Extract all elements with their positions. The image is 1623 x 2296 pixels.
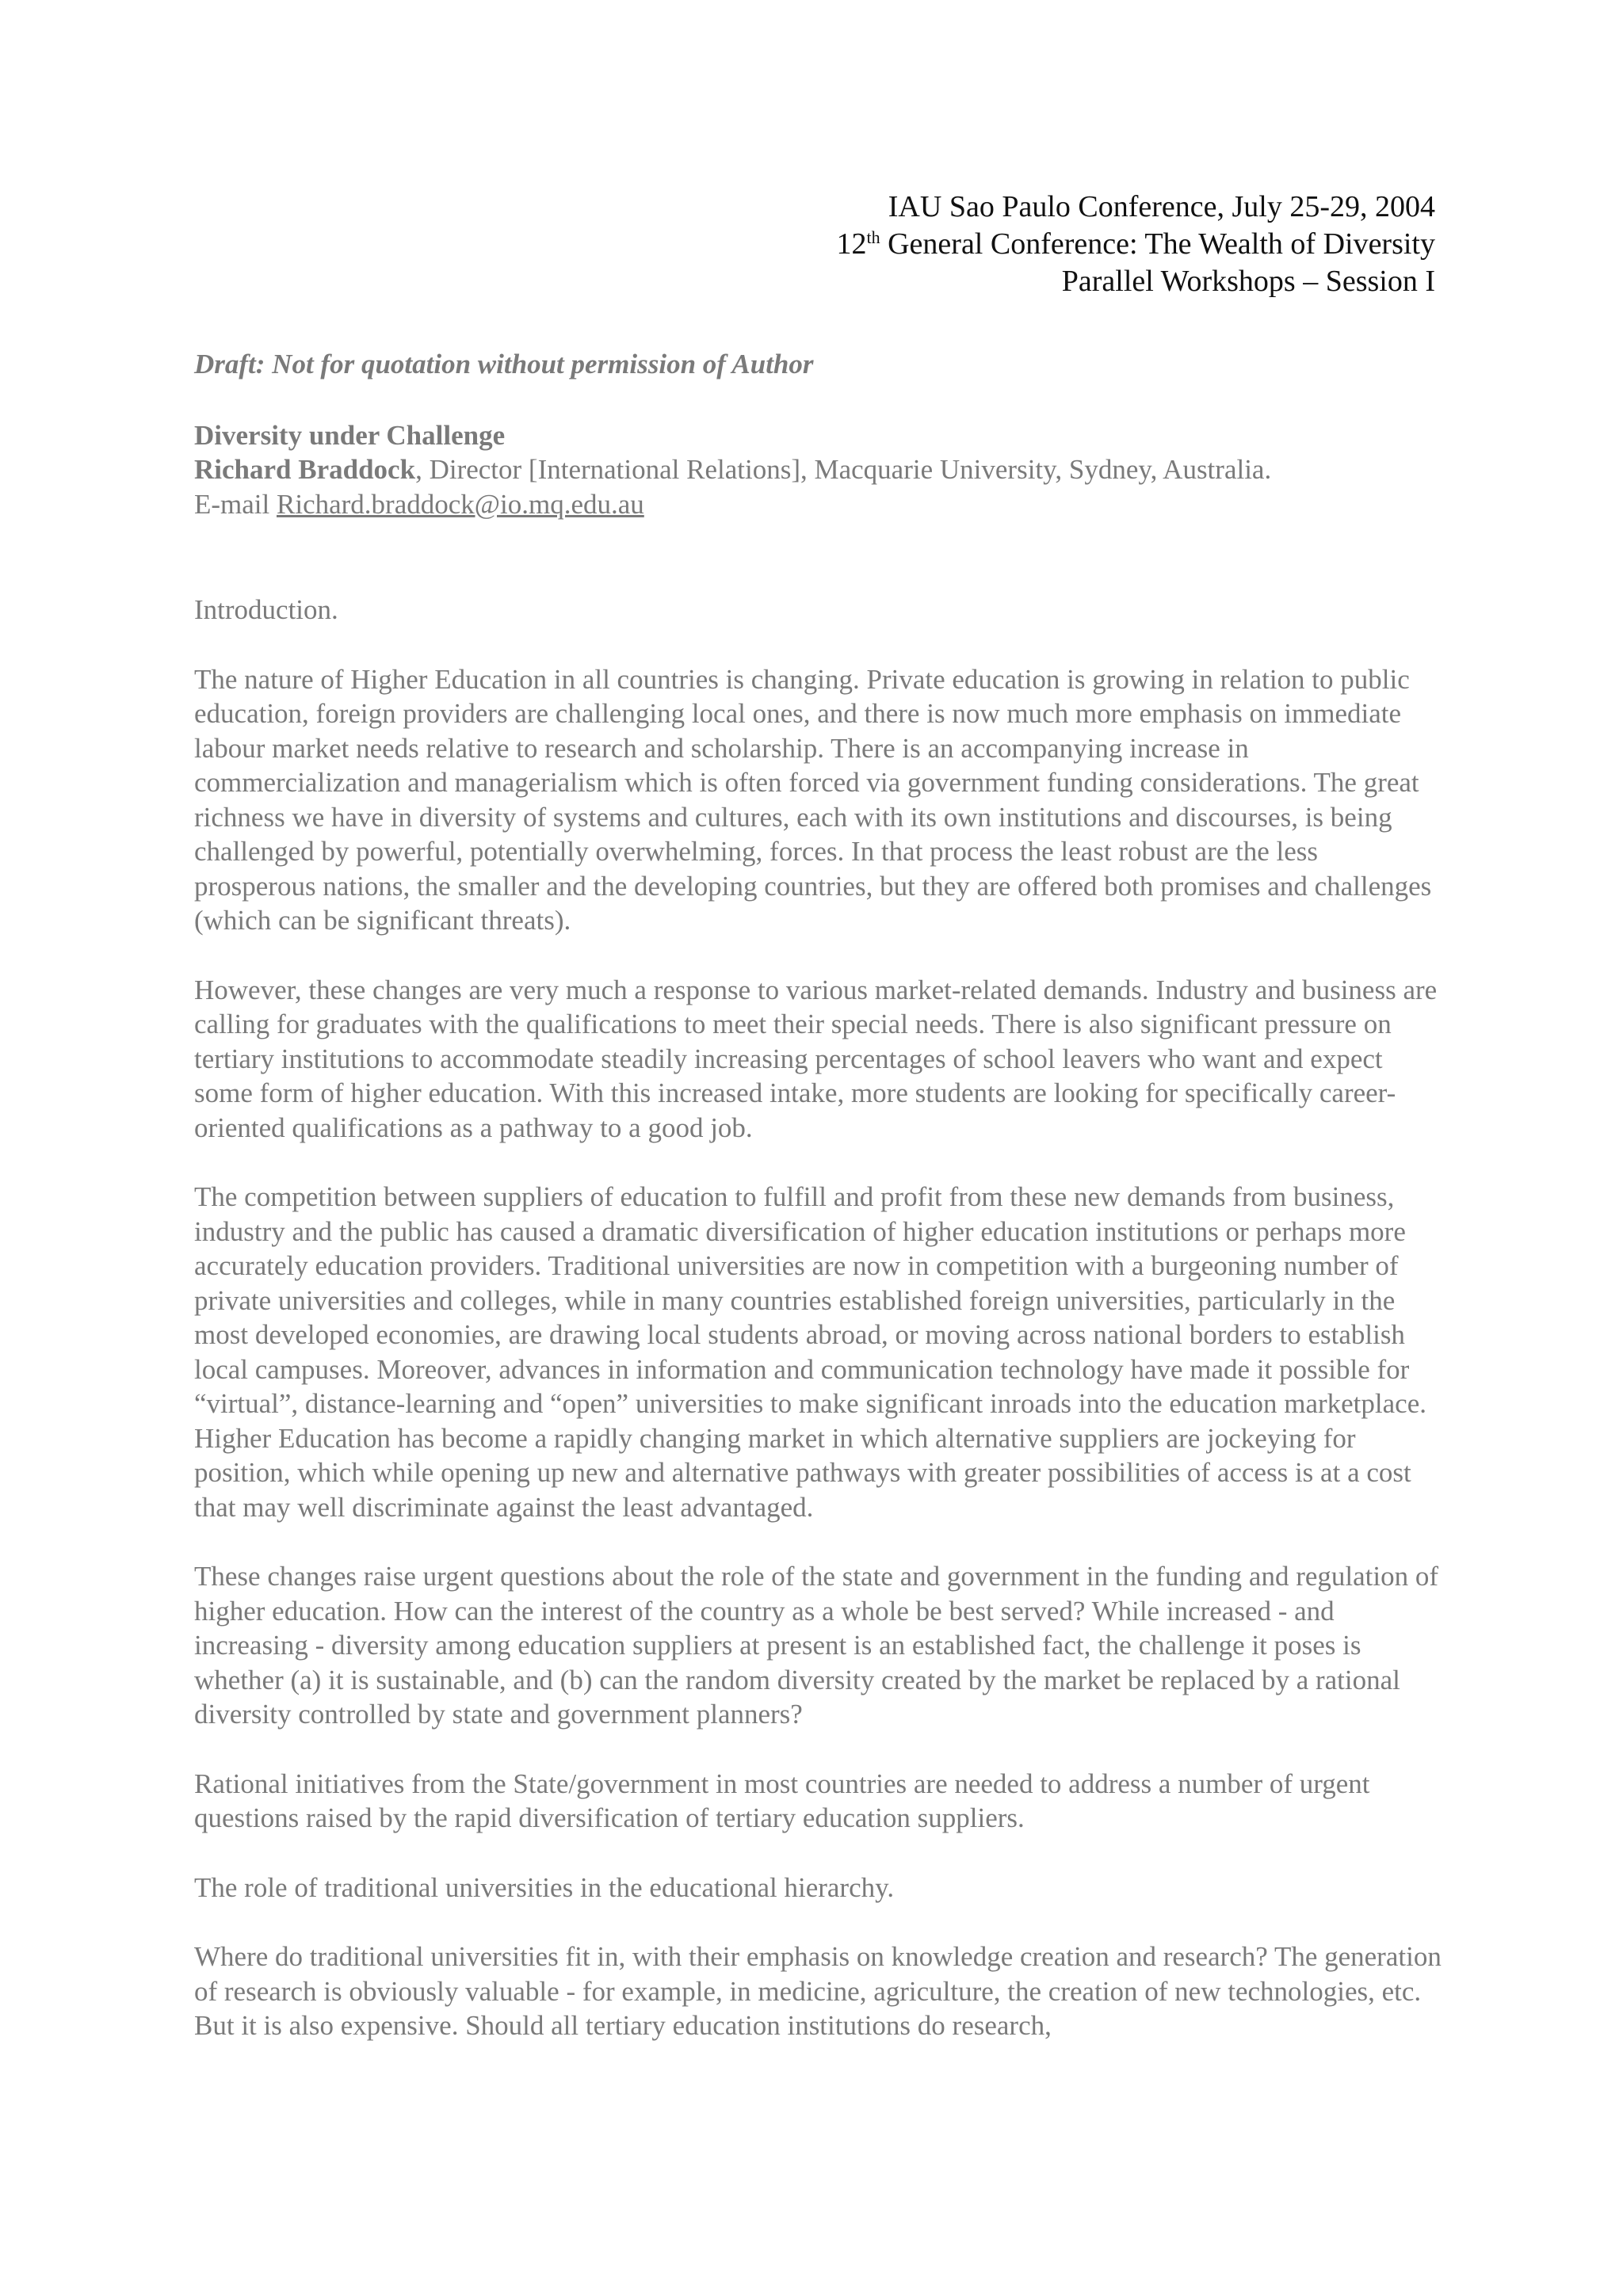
header-line-conference: IAU Sao Paulo Conference, July 25-29, 2004 — [888, 190, 1435, 223]
paragraph-competition-between-suppliers: The competition between suppliers of education to fulfill and profit from these new demands from business, industry and the public has caused a dramatic diversification of higher education institutions or perhaps more accurately education providers. Traditional universities are now in competition with a burgeoning number of private universities and colleges, while in many countries established foreign universities, particularly in the most developed economies, are drawing local students abroad, or moving across national borders to establish local campuses. Moreover, advances in information and communication technology have made it possible for “virtual”, distance-learning and “open” universities to make significant inroads into the education marketplace. Higher Education has become a rapidly changing market in which alternative suppliers are jockeying for position, which while opening up new and alternative pathways with greater possibilities of access is at a cost that may well discriminate against the least advantaged. — [194, 1181, 1426, 1523]
paragraph-rational-initiatives: Rational initiatives from the State/government in most countries are needed to address a number of urgent questions raised by the rapid diversification of tertiary education suppliers. — [194, 1768, 1370, 1833]
paragraph-traditional-universities: Where do traditional universities fit in, with their emphasis on knowledge creation and research? The generation of research is obviously valuable - for example, in medicine, agriculture, the creation of new technologies, etc. But it is also expensive. Should all tertiary education institutions do research, — [194, 1941, 1442, 2041]
author-line — [194, 452, 1446, 487]
paragraph-role-of-state: These changes raise urgent questions about the role of the state and government in the funding and regulation of higher education. How can the interest of the country as a whole be best served? While increased - and increasing - diversity among education suppliers at present is an established fact, the challenge it poses is whether (a) it is sustainable, and (b) can the random diversity created by the market be replaced by a rational diversity controlled by state and government planners? — [194, 1561, 1439, 1730]
header-line-session: Parallel Workshops – Session I — [1061, 265, 1435, 298]
header-ordinal-suffix: th — [866, 227, 880, 247]
email-line — [194, 487, 1446, 522]
author-name: Richard Braddock — [194, 454, 416, 485]
conference-header — [836, 189, 1435, 300]
header-ordinal-number: 12 — [836, 227, 867, 261]
draft-notice: Draft: Not for quotation without permission of Author — [194, 349, 814, 379]
author-affiliation: , Director [International Relations], Macquarie University, Sydney, Australia. — [415, 454, 1272, 485]
paragraph-nature-of-higher-education: The nature of Higher Education in all countries is changing. Private education is growing in relation to public education, foreign providers are challenging local ones, and there is now much more emphasis on immediate labour market needs relative to research and scholarship. There is an accompanying increase in commercialization and managerialism which is often forced via government funding considerations. The great richness we have in diversity of systems and cultures, each with its own institutions and discourses, is being challenged by powerful, potentially overwhelming, forces. In that process the least robust are the less prosperous nations, the smaller and the developing countries, but they are offered both promises and challenges (which can be significant threats). — [194, 663, 1432, 936]
paper-metadata — [194, 418, 1446, 522]
email-label: E-mail — [194, 488, 277, 520]
role-of-universities-heading: The role of traditional universities in the educational hierarchy. — [194, 1871, 895, 1903]
paper-title: Diversity under Challenge — [194, 419, 506, 451]
introduction-heading: Introduction. — [194, 594, 338, 625]
header-line-general-conference — [836, 226, 1435, 263]
document-body — [194, 347, 1446, 2043]
email-link[interactable]: Richard.braddock@io.mq.edu.au — [277, 488, 644, 520]
paragraph-market-demands: However, these changes are very much a response to various market-related demands. Industry and business are calling for graduates with the qualifications to meet their special needs. There is also significant pressure on tertiary institutions to accommodate steadily increasing percentages of school leavers who want and expect some form of higher education. With this increased intake, more students are looking for specifically career-oriented qualifications as a pathway to a good job. — [194, 974, 1438, 1143]
header-general-conference-title: General Conference: The Wealth of Diversity — [880, 227, 1435, 261]
